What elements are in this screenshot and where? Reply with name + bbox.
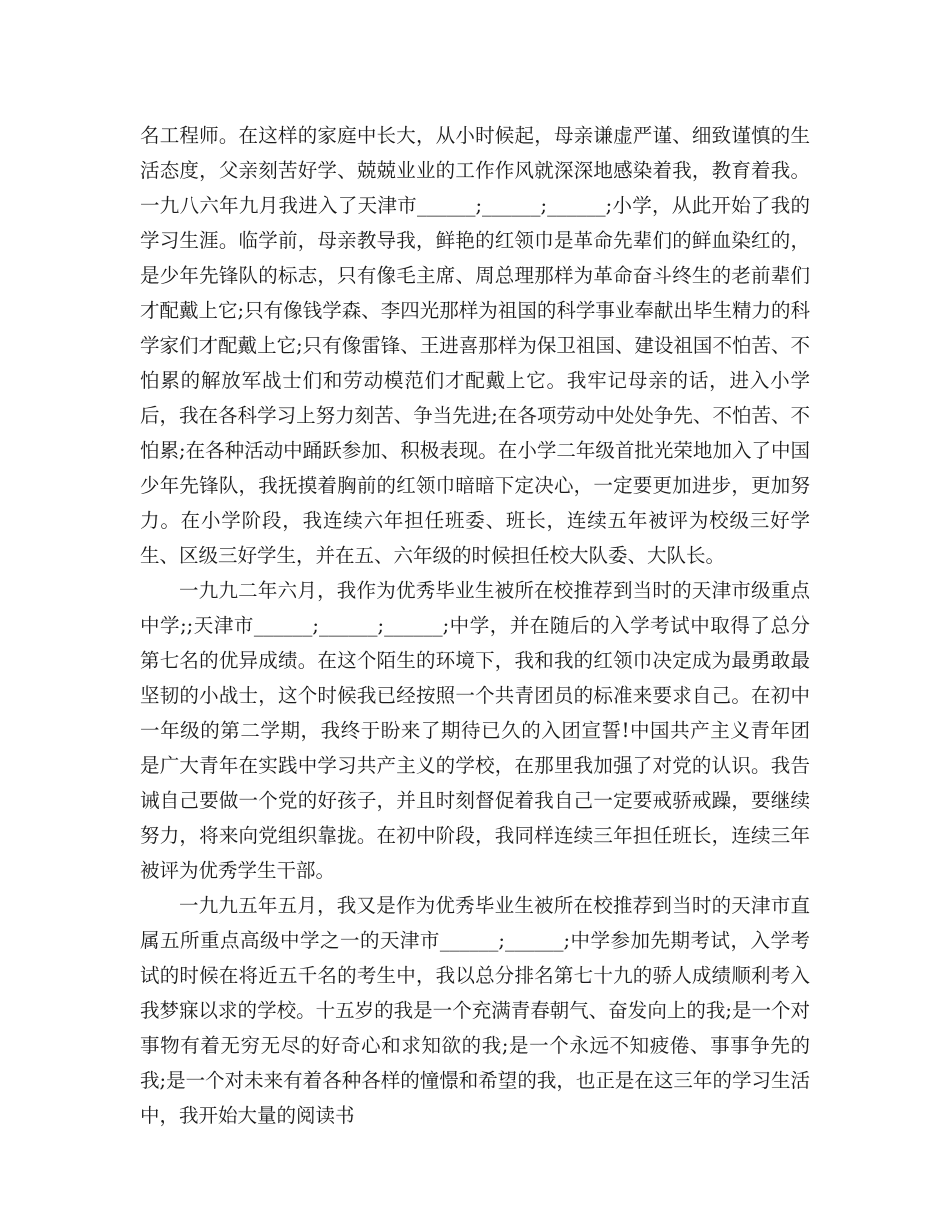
paragraph-primary-school: 名工程师。在这样的家庭中长大，从小时候起，母亲谦虚严谨、细致谨慎的生活态度，父亲刻苦好学、兢兢业业的工作作风就深深地感染着我，教育着我。一九八六年九月我进入了天津市______;______;______;小学，从此开始了我的学习生涯。临学前，母亲教导我，鲜艳的红领巾是革命先辈们的鲜血染红的，是少年先锋队的标志，只有像毛主席、周总理那样为革命奋斗终生的老前辈们才配戴上它;只有像钱学森、李四光那样为祖国的科学事业奉献出毕生精力的科学家们才配戴上它;只有像雷锋、王进喜那样为保卫祖国、建设祖国不怕苦、不怕累的解放军战士们和劳动模范们才配戴上它。我牢记母亲的话，进入小学后，我在各科学习上努力刻苦、争当先进;在各项劳动中处处争先、不怕苦、不怕累;在各种活动中踊跃参加、积极表现。在小学二年级首批光荣地加入了中国少年先锋队，我抚摸着胸前的红领巾暗暗下定决心，一定要更加进步，更加努力。在小学阶段，我连续六年担任班委、班长，连续五年被评为校级三好学生、区级三好学生，并在五、六年级的时候担任校大队委、大队长。 [140,124,810,567]
paragraph-high-school: 一九九五年五月，我又是作为优秀毕业生被所在校推荐到当时的天津市直属五所重点高级中学之一的天津市______;______;中学参加先期考试，入学考试的时候在将近五千名的考生中，我以总分排名第七十九的骄人成绩顺利考入我梦寐以求的学校。十五岁的我是一个充满青春朝气、奋发向上的我;是一个对事物有着无穷无尽的好奇心和求知欲的我;是一个永远不知疲倦、事事争先的我;是一个对未来有着各种各样的憧憬和希望的我，也正是在这三年的学习生活中，我开始大量的阅读书 [140,894,810,1127]
document-page [140,118,810,1133]
paragraph-middle-school: 一九九二年六月，我作为优秀毕业生被所在校推荐到当时的天津市级重点中学;;天津市______;______;______;中学，并在随后的入学考试中取得了总分第七名的优异成绩。在这个陌生的环境下，我和我的红领巾决定成为最勇敢最坚韧的小战士，这个时候我已经按照一个共青团员的标准来要求自己。在初中一年级的第二学期，我终于盼来了期待已久的入团宣誓!中国共产主义青年团是广大青年在实践中学习共产主义的学校，在那里我加强了对党的认识。我告诫自己要做一个党的好孩子，并且时刻督促着我自己一定要戒骄戒躁，要继续努力，将来向党组织靠拢。在初中阶段，我同样连续三年担任班长，连续三年被评为优秀学生干部。 [140,579,810,882]
